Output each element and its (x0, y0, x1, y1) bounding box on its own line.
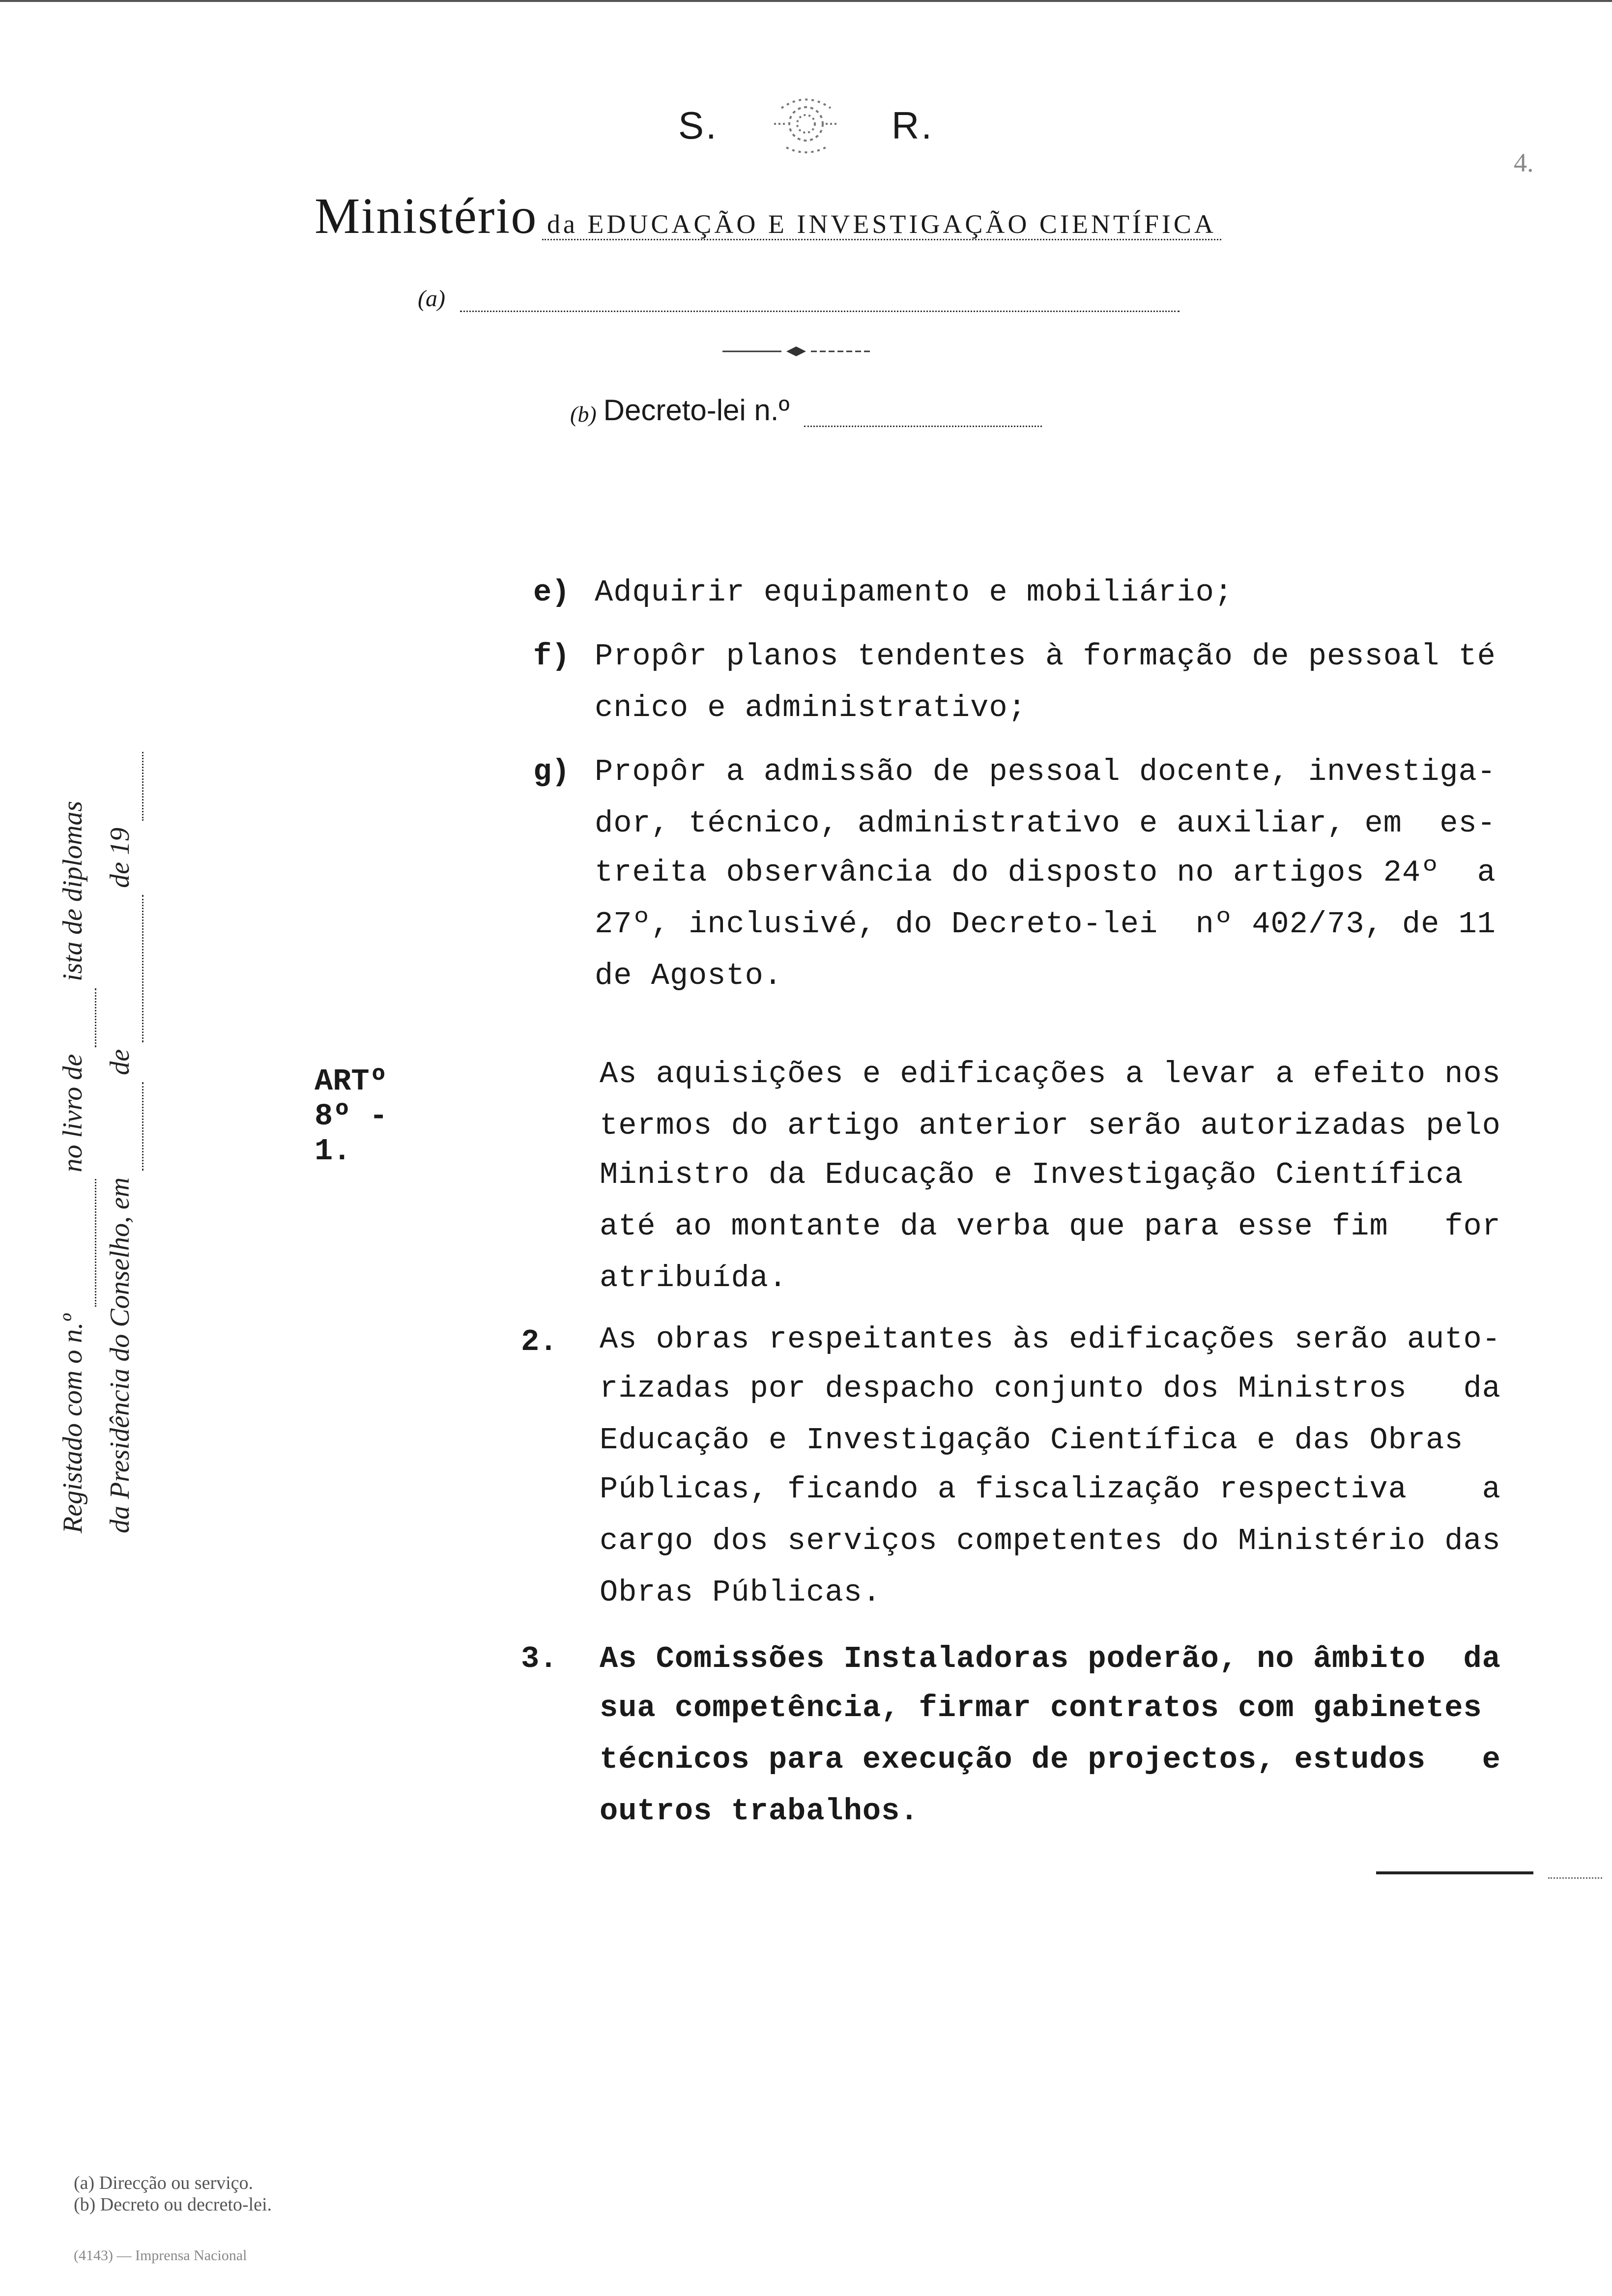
ministry-word: Ministério (315, 188, 538, 244)
paragraph-line: As aquisições e edificações a levar a efeito nos (600, 1057, 1501, 1091)
paragraph-line: outros trabalhos. (600, 1794, 919, 1829)
item-line: Propôr a admissão de pessoal docente, investiga- (595, 754, 1496, 789)
item-line: Propôr planos tendentes à formação de pessoal té (595, 639, 1496, 674)
side-note-blank (137, 895, 144, 1042)
printer-imprint: (4143) — Imprensa Nacional (74, 2247, 247, 2264)
field-a-dotted-line (460, 306, 1180, 312)
paragraph-line: As Comissões Instaladoras poderão, no âmbito da (600, 1641, 1501, 1676)
paragraph-line: Educação e Investigação Científica e das Obras (600, 1423, 1464, 1458)
paragraph-line: até ao montante da verba que para esse fim for (600, 1209, 1501, 1244)
side-note-text-1: Registado com o n.º (58, 1314, 88, 1533)
item-line: dor, técnico, administrativo e auxiliar, em es- (595, 806, 1496, 841)
sr-left-letter: S. (678, 104, 719, 147)
decree-dotted-line (804, 421, 1042, 427)
field-a (418, 285, 1180, 312)
item-label: e) (533, 575, 570, 610)
item-label: f) (533, 639, 570, 674)
ministry-name: da EDUCAÇÃO E INVESTIGAÇÃO CIENTÍFICA (542, 209, 1221, 240)
side-note-blank (137, 752, 144, 821)
item-line: 27º, inclusivé, do Decreto-lei nº 402/73, de 11 (595, 907, 1496, 942)
paragraph-line: rizadas por despacho conjunto dos Ministros da (600, 1371, 1501, 1406)
item-line: Adquirir equipamento e mobiliário; (595, 575, 1234, 610)
page-number: 4. (1514, 148, 1534, 177)
side-note-blank (137, 1082, 144, 1171)
ministry-line (315, 187, 1347, 245)
side-note-text-2: no livro de (58, 1054, 88, 1173)
paragraph-line: sua competência, firmar contratos com gabinetes (600, 1691, 1482, 1725)
ornament-divider (722, 344, 870, 359)
registration-side-note (49, 745, 144, 1533)
sr-right-letter: R. (892, 104, 934, 147)
footnote-b: (b) Decreto ou decreto-lei. (74, 2194, 272, 2215)
end-rule (1376, 1871, 1533, 1874)
top-border (0, 0, 1612, 2)
side-note-text-3: ista de diplomas (58, 801, 88, 981)
paragraph-number: 2. (521, 1324, 558, 1359)
side-note-blank (90, 1179, 96, 1307)
decree-field (570, 393, 1042, 427)
article-heading: ARTº 8º - 1. (315, 1064, 388, 1169)
paragraph-line: técnicos para execução de projectos, estudos e (600, 1742, 1501, 1777)
side-note-text-4: da Presidência do Conselho, em (105, 1177, 135, 1533)
side-note-blank (90, 988, 96, 1047)
national-emblem-icon (752, 93, 860, 157)
paragraph-number: 3. (521, 1641, 558, 1676)
paragraph-line: Públicas, ficando a fiscalização respectiva a (600, 1472, 1501, 1507)
item-line: treita observância do disposto no artigos 24º a (595, 855, 1496, 890)
field-b-label: (b) (570, 402, 597, 427)
footnote-a: (a) Direcção ou serviço. (74, 2173, 254, 2193)
paragraph-line: cargo dos serviços competentes do Ministério das (600, 1523, 1501, 1558)
side-note-text-6: de 19 (105, 828, 135, 888)
paragraph-line: Obras Públicas. (600, 1575, 882, 1610)
item-line: de Agosto. (595, 958, 783, 993)
item-label: g) (533, 754, 570, 789)
paragraph-line: atribuída. (600, 1261, 788, 1295)
paragraph-line: As obras respeitantes às edificações serão auto- (600, 1322, 1501, 1357)
paragraph-line: termos do artigo anterior serão autorizadas pelo (600, 1108, 1501, 1143)
decree-label: Decreto-lei n.º (603, 394, 790, 427)
item-line: cnico e administrativo; (595, 690, 1027, 725)
end-dash (1548, 1877, 1602, 1879)
field-a-label: (a) (418, 286, 445, 312)
paragraph-line: Ministro da Educação e Investigação Científica (600, 1157, 1464, 1192)
republic-header (678, 93, 934, 157)
side-note-text-5: de (105, 1049, 135, 1075)
footnotes (74, 2172, 272, 2267)
